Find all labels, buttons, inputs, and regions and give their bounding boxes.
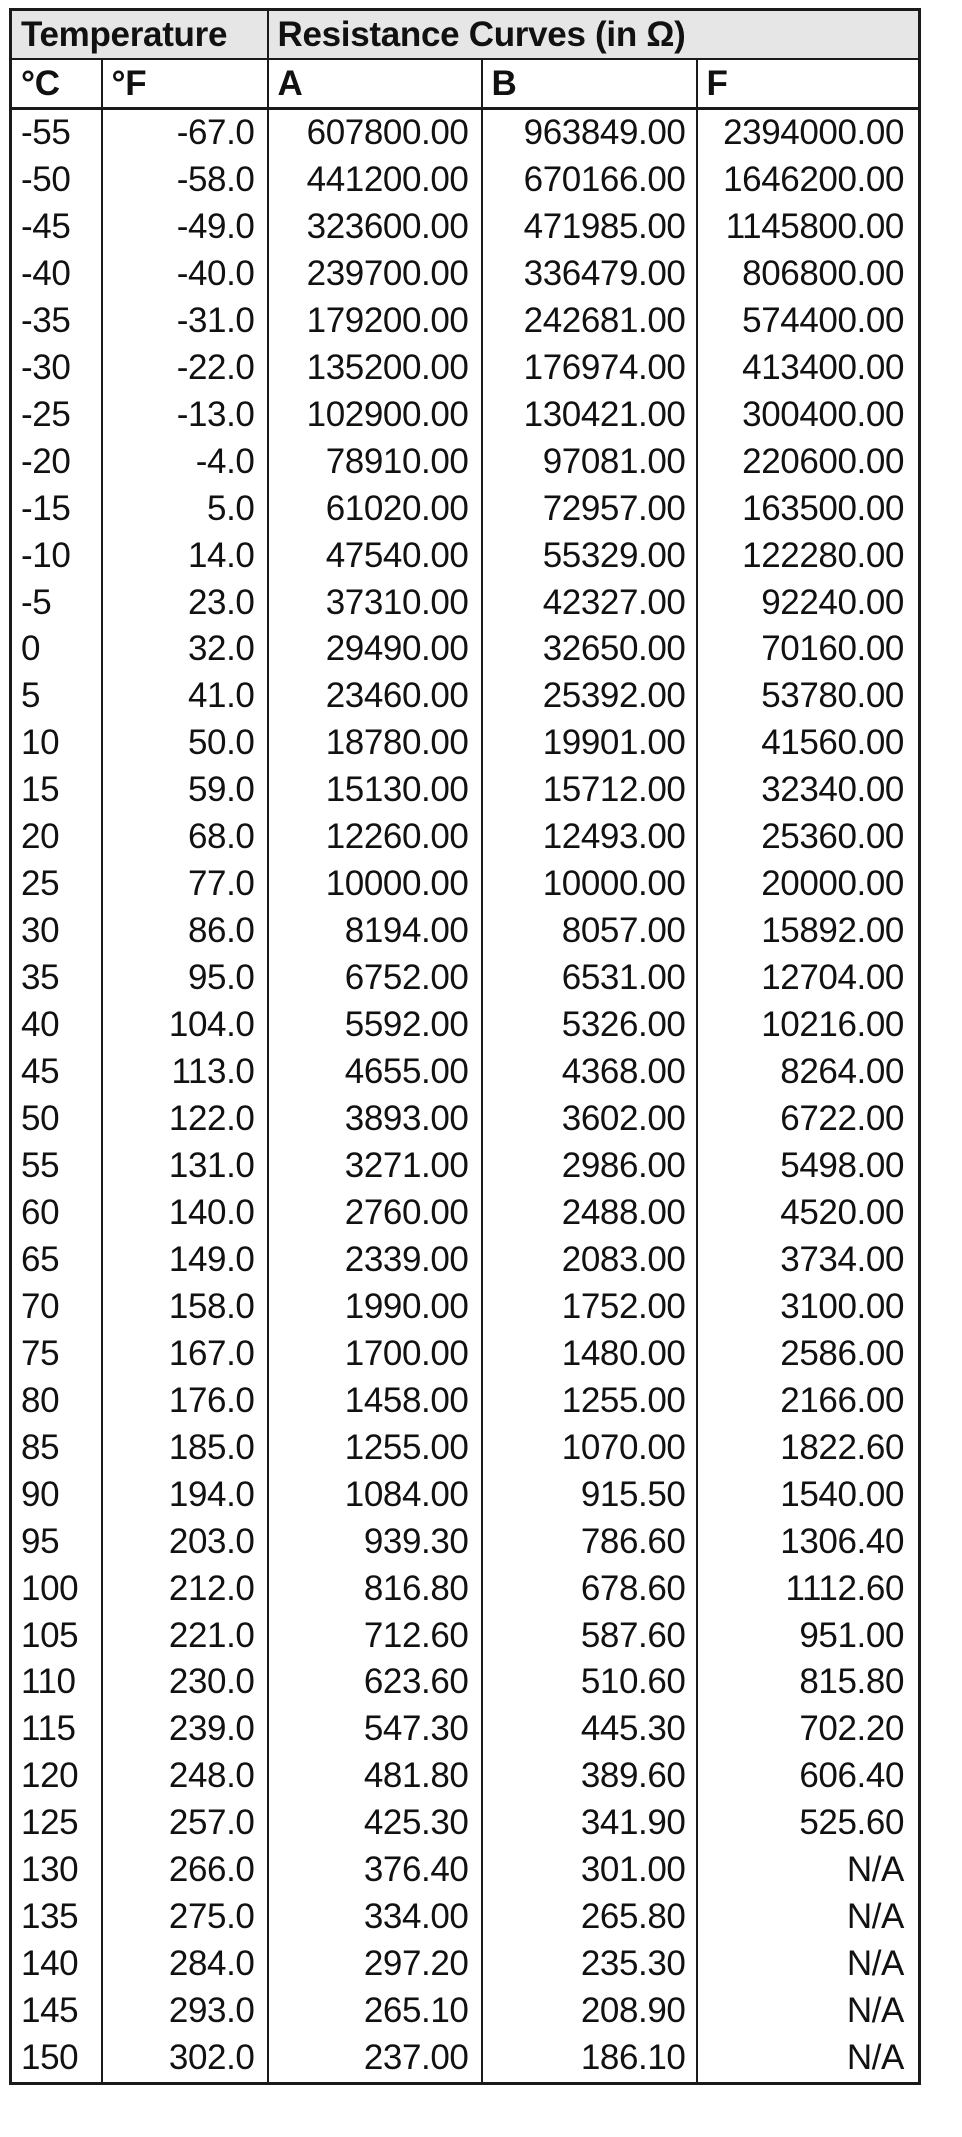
- fahrenheit-cell: 212.0: [102, 1566, 268, 1613]
- celsius-cell: 35: [11, 955, 102, 1002]
- fahrenheit-cell: 86.0: [102, 908, 268, 955]
- curve-b-cell: 389.60: [482, 1753, 697, 1800]
- curve-f-cell: 300400.00: [697, 392, 920, 439]
- celsius-cell: 125: [11, 1800, 102, 1847]
- curve-a-cell: 816.80: [268, 1566, 482, 1613]
- table-row: [11, 767, 920, 814]
- celsius-cell: -10: [11, 533, 102, 580]
- curve-b-cell: 963849.00: [482, 109, 697, 157]
- table-row: [11, 1753, 920, 1800]
- fahrenheit-cell: 302.0: [102, 2035, 268, 2083]
- celsius-cell: -25: [11, 392, 102, 439]
- curve-b-cell: 72957.00: [482, 486, 697, 533]
- fahrenheit-cell: 68.0: [102, 814, 268, 861]
- table-row: [11, 1847, 920, 1894]
- curve-b-cell: 2083.00: [482, 1237, 697, 1284]
- curve-a-cell: 1084.00: [268, 1472, 482, 1519]
- curve-b-cell: 2986.00: [482, 1143, 697, 1190]
- table-row: [11, 157, 920, 204]
- curve-f-cell: 32340.00: [697, 767, 920, 814]
- curve-f-cell: 815.80: [697, 1659, 920, 1706]
- curve-a-cell: 323600.00: [268, 204, 482, 251]
- curve-b-cell: 235.30: [482, 1941, 697, 1988]
- fahrenheit-cell: -49.0: [102, 204, 268, 251]
- celsius-cell: -30: [11, 345, 102, 392]
- curve-f-cell: 2394000.00: [697, 109, 920, 157]
- fahrenheit-cell: 104.0: [102, 1002, 268, 1049]
- celsius-cell: 65: [11, 1237, 102, 1284]
- celsius-cell: 95: [11, 1519, 102, 1566]
- fahrenheit-cell: 293.0: [102, 1988, 268, 2035]
- curve-f-cell: 1306.40: [697, 1519, 920, 1566]
- curve-a-cell: 265.10: [268, 1988, 482, 2035]
- celsius-cell: -15: [11, 486, 102, 533]
- celsius-cell: 135: [11, 1894, 102, 1941]
- fahrenheit-cell: -31.0: [102, 298, 268, 345]
- curve-b-cell: 786.60: [482, 1519, 697, 1566]
- celsius-cell: -5: [11, 580, 102, 627]
- fahrenheit-cell: 275.0: [102, 1894, 268, 1941]
- table-row: [11, 1002, 920, 1049]
- curve-b-cell: 471985.00: [482, 204, 697, 251]
- curve-f-cell: 951.00: [697, 1613, 920, 1660]
- curve-a-cell: 29490.00: [268, 626, 482, 673]
- celsius-cell: 45: [11, 1049, 102, 1096]
- table-row: [11, 109, 920, 157]
- curve-b-cell: 3602.00: [482, 1096, 697, 1143]
- celsius-cell: 100: [11, 1566, 102, 1613]
- curve-b-cell: 915.50: [482, 1472, 697, 1519]
- fahrenheit-cell: 185.0: [102, 1425, 268, 1472]
- fahrenheit-cell: 158.0: [102, 1284, 268, 1331]
- fahrenheit-cell: 284.0: [102, 1941, 268, 1988]
- curve-f-cell: 413400.00: [697, 345, 920, 392]
- table-row: [11, 1659, 920, 1706]
- celsius-cell: 115: [11, 1706, 102, 1753]
- curve-a-cell: 47540.00: [268, 533, 482, 580]
- curve-b-cell: 242681.00: [482, 298, 697, 345]
- celsius-cell: 40: [11, 1002, 102, 1049]
- curve-f-cell: 806800.00: [697, 251, 920, 298]
- column-header-curve-a: A: [268, 59, 482, 109]
- curve-b-cell: 55329.00: [482, 533, 697, 580]
- curve-f-cell: 10216.00: [697, 1002, 920, 1049]
- table-row: [11, 908, 920, 955]
- table-row: [11, 486, 920, 533]
- column-header-curve-b: B: [482, 59, 697, 109]
- table-row: [11, 1894, 920, 1941]
- curve-f-cell: 606.40: [697, 1753, 920, 1800]
- curve-a-cell: 239700.00: [268, 251, 482, 298]
- curve-f-cell: 15892.00: [697, 908, 920, 955]
- celsius-cell: -55: [11, 109, 102, 157]
- table-row: [11, 1706, 920, 1753]
- celsius-cell: 15: [11, 767, 102, 814]
- curve-b-cell: 265.80: [482, 1894, 697, 1941]
- curve-a-cell: 8194.00: [268, 908, 482, 955]
- curve-a-cell: 1458.00: [268, 1378, 482, 1425]
- fahrenheit-cell: -13.0: [102, 392, 268, 439]
- curve-b-cell: 1070.00: [482, 1425, 697, 1472]
- fahrenheit-cell: 131.0: [102, 1143, 268, 1190]
- curve-b-cell: 5326.00: [482, 1002, 697, 1049]
- curve-a-cell: 1255.00: [268, 1425, 482, 1472]
- curve-a-cell: 297.20: [268, 1941, 482, 1988]
- table-row: [11, 1472, 920, 1519]
- celsius-cell: 90: [11, 1472, 102, 1519]
- curve-b-cell: 176974.00: [482, 345, 697, 392]
- curve-f-cell: 2586.00: [697, 1331, 920, 1378]
- celsius-cell: 110: [11, 1659, 102, 1706]
- table-row: [11, 345, 920, 392]
- curve-b-cell: 208.90: [482, 1988, 697, 2035]
- curve-b-cell: 12493.00: [482, 814, 697, 861]
- curve-f-cell: 12704.00: [697, 955, 920, 1002]
- curve-a-cell: 623.60: [268, 1659, 482, 1706]
- fahrenheit-cell: 230.0: [102, 1659, 268, 1706]
- fahrenheit-cell: -4.0: [102, 439, 268, 486]
- celsius-cell: 60: [11, 1190, 102, 1237]
- curve-f-cell: 163500.00: [697, 486, 920, 533]
- fahrenheit-cell: 203.0: [102, 1519, 268, 1566]
- curve-f-cell: 3100.00: [697, 1284, 920, 1331]
- table-row: [11, 1425, 920, 1472]
- table-row: [11, 533, 920, 580]
- curve-f-cell: 4520.00: [697, 1190, 920, 1237]
- fahrenheit-cell: 257.0: [102, 1800, 268, 1847]
- curve-b-cell: 670166.00: [482, 157, 697, 204]
- curve-a-cell: 376.40: [268, 1847, 482, 1894]
- fahrenheit-cell: 14.0: [102, 533, 268, 580]
- curve-a-cell: 939.30: [268, 1519, 482, 1566]
- curve-a-cell: 2339.00: [268, 1237, 482, 1284]
- fahrenheit-cell: 239.0: [102, 1706, 268, 1753]
- fahrenheit-cell: -58.0: [102, 157, 268, 204]
- column-header-fahrenheit: °F: [102, 59, 268, 109]
- curve-f-cell: 1822.60: [697, 1425, 920, 1472]
- fahrenheit-cell: 221.0: [102, 1613, 268, 1660]
- table-row: [11, 1988, 920, 2035]
- fahrenheit-cell: 77.0: [102, 861, 268, 908]
- celsius-cell: 130: [11, 1847, 102, 1894]
- table-row: [11, 1284, 920, 1331]
- curve-a-cell: 37310.00: [268, 580, 482, 627]
- curve-b-cell: 130421.00: [482, 392, 697, 439]
- curve-a-cell: 4655.00: [268, 1049, 482, 1096]
- curve-b-cell: 587.60: [482, 1613, 697, 1660]
- celsius-cell: 85: [11, 1425, 102, 1472]
- celsius-cell: 105: [11, 1613, 102, 1660]
- table-row: [11, 439, 920, 486]
- curve-b-cell: 10000.00: [482, 861, 697, 908]
- curve-a-cell: 237.00: [268, 2035, 482, 2083]
- resistance-group-header: Resistance Curves (in Ω): [268, 10, 920, 60]
- group-header-row: [11, 10, 920, 60]
- curve-f-cell: N/A: [697, 1988, 920, 2035]
- column-header-row: [11, 59, 920, 109]
- celsius-cell: -45: [11, 204, 102, 251]
- celsius-cell: 20: [11, 814, 102, 861]
- curve-f-cell: 70160.00: [697, 626, 920, 673]
- curve-f-cell: 8264.00: [697, 1049, 920, 1096]
- table-row: [11, 392, 920, 439]
- curve-f-cell: 1112.60: [697, 1566, 920, 1613]
- curve-b-cell: 186.10: [482, 2035, 697, 2083]
- curve-b-cell: 1255.00: [482, 1378, 697, 1425]
- curve-f-cell: 574400.00: [697, 298, 920, 345]
- curve-f-cell: 702.20: [697, 1706, 920, 1753]
- curve-b-cell: 336479.00: [482, 251, 697, 298]
- celsius-cell: 80: [11, 1378, 102, 1425]
- curve-a-cell: 2760.00: [268, 1190, 482, 1237]
- celsius-cell: 50: [11, 1096, 102, 1143]
- curve-b-cell: 25392.00: [482, 673, 697, 720]
- table-row: [11, 1143, 920, 1190]
- celsius-cell: 0: [11, 626, 102, 673]
- curve-b-cell: 97081.00: [482, 439, 697, 486]
- table-row: [11, 2035, 920, 2083]
- table-row: [11, 1190, 920, 1237]
- curve-f-cell: 41560.00: [697, 720, 920, 767]
- table-row: [11, 1378, 920, 1425]
- celsius-cell: 75: [11, 1331, 102, 1378]
- table-row: [11, 298, 920, 345]
- curve-f-cell: 53780.00: [697, 673, 920, 720]
- curve-a-cell: 547.30: [268, 1706, 482, 1753]
- curve-a-cell: 135200.00: [268, 345, 482, 392]
- curve-f-cell: N/A: [697, 1941, 920, 1988]
- celsius-cell: -40: [11, 251, 102, 298]
- celsius-cell: 10: [11, 720, 102, 767]
- table-row: [11, 1049, 920, 1096]
- celsius-cell: 150: [11, 2035, 102, 2083]
- fahrenheit-cell: 122.0: [102, 1096, 268, 1143]
- resistance-table-container: [9, 8, 921, 2085]
- fahrenheit-cell: 41.0: [102, 673, 268, 720]
- fahrenheit-cell: 113.0: [102, 1049, 268, 1096]
- table-row: [11, 204, 920, 251]
- resistance-curves-table: [9, 8, 921, 2085]
- fahrenheit-cell: 248.0: [102, 1753, 268, 1800]
- curve-a-cell: 5592.00: [268, 1002, 482, 1049]
- celsius-cell: 120: [11, 1753, 102, 1800]
- celsius-cell: 140: [11, 1941, 102, 1988]
- table-row: [11, 1237, 920, 1284]
- table-row: [11, 1800, 920, 1847]
- fahrenheit-cell: 32.0: [102, 626, 268, 673]
- table-row: [11, 1331, 920, 1378]
- curve-a-cell: 179200.00: [268, 298, 482, 345]
- curve-a-cell: 3271.00: [268, 1143, 482, 1190]
- fahrenheit-cell: 140.0: [102, 1190, 268, 1237]
- curve-b-cell: 510.60: [482, 1659, 697, 1706]
- fahrenheit-cell: 5.0: [102, 486, 268, 533]
- fahrenheit-cell: 95.0: [102, 955, 268, 1002]
- curve-a-cell: 607800.00: [268, 109, 482, 157]
- curve-b-cell: 301.00: [482, 1847, 697, 1894]
- curve-a-cell: 712.60: [268, 1613, 482, 1660]
- curve-a-cell: 18780.00: [268, 720, 482, 767]
- curve-b-cell: 32650.00: [482, 626, 697, 673]
- celsius-cell: 145: [11, 1988, 102, 2035]
- curve-b-cell: 1752.00: [482, 1284, 697, 1331]
- curve-a-cell: 6752.00: [268, 955, 482, 1002]
- table-row: [11, 861, 920, 908]
- fahrenheit-cell: -40.0: [102, 251, 268, 298]
- curve-a-cell: 10000.00: [268, 861, 482, 908]
- table-row: [11, 1613, 920, 1660]
- table-row: [11, 673, 920, 720]
- curve-b-cell: 2488.00: [482, 1190, 697, 1237]
- celsius-cell: 70: [11, 1284, 102, 1331]
- curve-a-cell: 334.00: [268, 1894, 482, 1941]
- table-row: [11, 1519, 920, 1566]
- table-row: [11, 1941, 920, 1988]
- celsius-cell: 25: [11, 861, 102, 908]
- curve-a-cell: 441200.00: [268, 157, 482, 204]
- fahrenheit-cell: 167.0: [102, 1331, 268, 1378]
- curve-b-cell: 678.60: [482, 1566, 697, 1613]
- table-row: [11, 1566, 920, 1613]
- curve-a-cell: 102900.00: [268, 392, 482, 439]
- curve-f-cell: 1540.00: [697, 1472, 920, 1519]
- table-row: [11, 626, 920, 673]
- table-row: [11, 955, 920, 1002]
- fahrenheit-cell: 23.0: [102, 580, 268, 627]
- curve-a-cell: 23460.00: [268, 673, 482, 720]
- curve-f-cell: N/A: [697, 1894, 920, 1941]
- curve-b-cell: 1480.00: [482, 1331, 697, 1378]
- celsius-cell: -35: [11, 298, 102, 345]
- celsius-cell: 30: [11, 908, 102, 955]
- curve-b-cell: 15712.00: [482, 767, 697, 814]
- table-body: [11, 109, 920, 2084]
- curve-f-cell: 92240.00: [697, 580, 920, 627]
- curve-f-cell: 3734.00: [697, 1237, 920, 1284]
- curve-b-cell: 341.90: [482, 1800, 697, 1847]
- curve-a-cell: 12260.00: [268, 814, 482, 861]
- curve-b-cell: 19901.00: [482, 720, 697, 767]
- table-row: [11, 814, 920, 861]
- curve-b-cell: 42327.00: [482, 580, 697, 627]
- column-header-celsius: °C: [11, 59, 102, 109]
- table-row: [11, 720, 920, 767]
- fahrenheit-cell: 266.0: [102, 1847, 268, 1894]
- table-row: [11, 580, 920, 627]
- curve-f-cell: N/A: [697, 2035, 920, 2083]
- curve-a-cell: 1990.00: [268, 1284, 482, 1331]
- celsius-cell: 55: [11, 1143, 102, 1190]
- curve-f-cell: 122280.00: [697, 533, 920, 580]
- temperature-group-header: Temperature: [11, 10, 268, 60]
- curve-a-cell: 3893.00: [268, 1096, 482, 1143]
- fahrenheit-cell: 50.0: [102, 720, 268, 767]
- fahrenheit-cell: 194.0: [102, 1472, 268, 1519]
- curve-a-cell: 15130.00: [268, 767, 482, 814]
- curve-f-cell: 220600.00: [697, 439, 920, 486]
- fahrenheit-cell: -22.0: [102, 345, 268, 392]
- curve-b-cell: 6531.00: [482, 955, 697, 1002]
- curve-f-cell: 2166.00: [697, 1378, 920, 1425]
- table-row: [11, 1096, 920, 1143]
- curve-f-cell: 25360.00: [697, 814, 920, 861]
- curve-a-cell: 425.30: [268, 1800, 482, 1847]
- curve-b-cell: 8057.00: [482, 908, 697, 955]
- curve-a-cell: 481.80: [268, 1753, 482, 1800]
- curve-f-cell: 525.60: [697, 1800, 920, 1847]
- curve-f-cell: 1646200.00: [697, 157, 920, 204]
- column-header-curve-f: F: [697, 59, 920, 109]
- fahrenheit-cell: 149.0: [102, 1237, 268, 1284]
- curve-b-cell: 4368.00: [482, 1049, 697, 1096]
- curve-f-cell: 1145800.00: [697, 204, 920, 251]
- curve-b-cell: 445.30: [482, 1706, 697, 1753]
- fahrenheit-cell: 59.0: [102, 767, 268, 814]
- celsius-cell: -50: [11, 157, 102, 204]
- curve-f-cell: 6722.00: [697, 1096, 920, 1143]
- fahrenheit-cell: 176.0: [102, 1378, 268, 1425]
- celsius-cell: -20: [11, 439, 102, 486]
- fahrenheit-cell: -67.0: [102, 109, 268, 157]
- curve-a-cell: 61020.00: [268, 486, 482, 533]
- curve-a-cell: 78910.00: [268, 439, 482, 486]
- curve-f-cell: 20000.00: [697, 861, 920, 908]
- table-row: [11, 251, 920, 298]
- celsius-cell: 5: [11, 673, 102, 720]
- curve-f-cell: 5498.00: [697, 1143, 920, 1190]
- curve-f-cell: N/A: [697, 1847, 920, 1894]
- curve-a-cell: 1700.00: [268, 1331, 482, 1378]
